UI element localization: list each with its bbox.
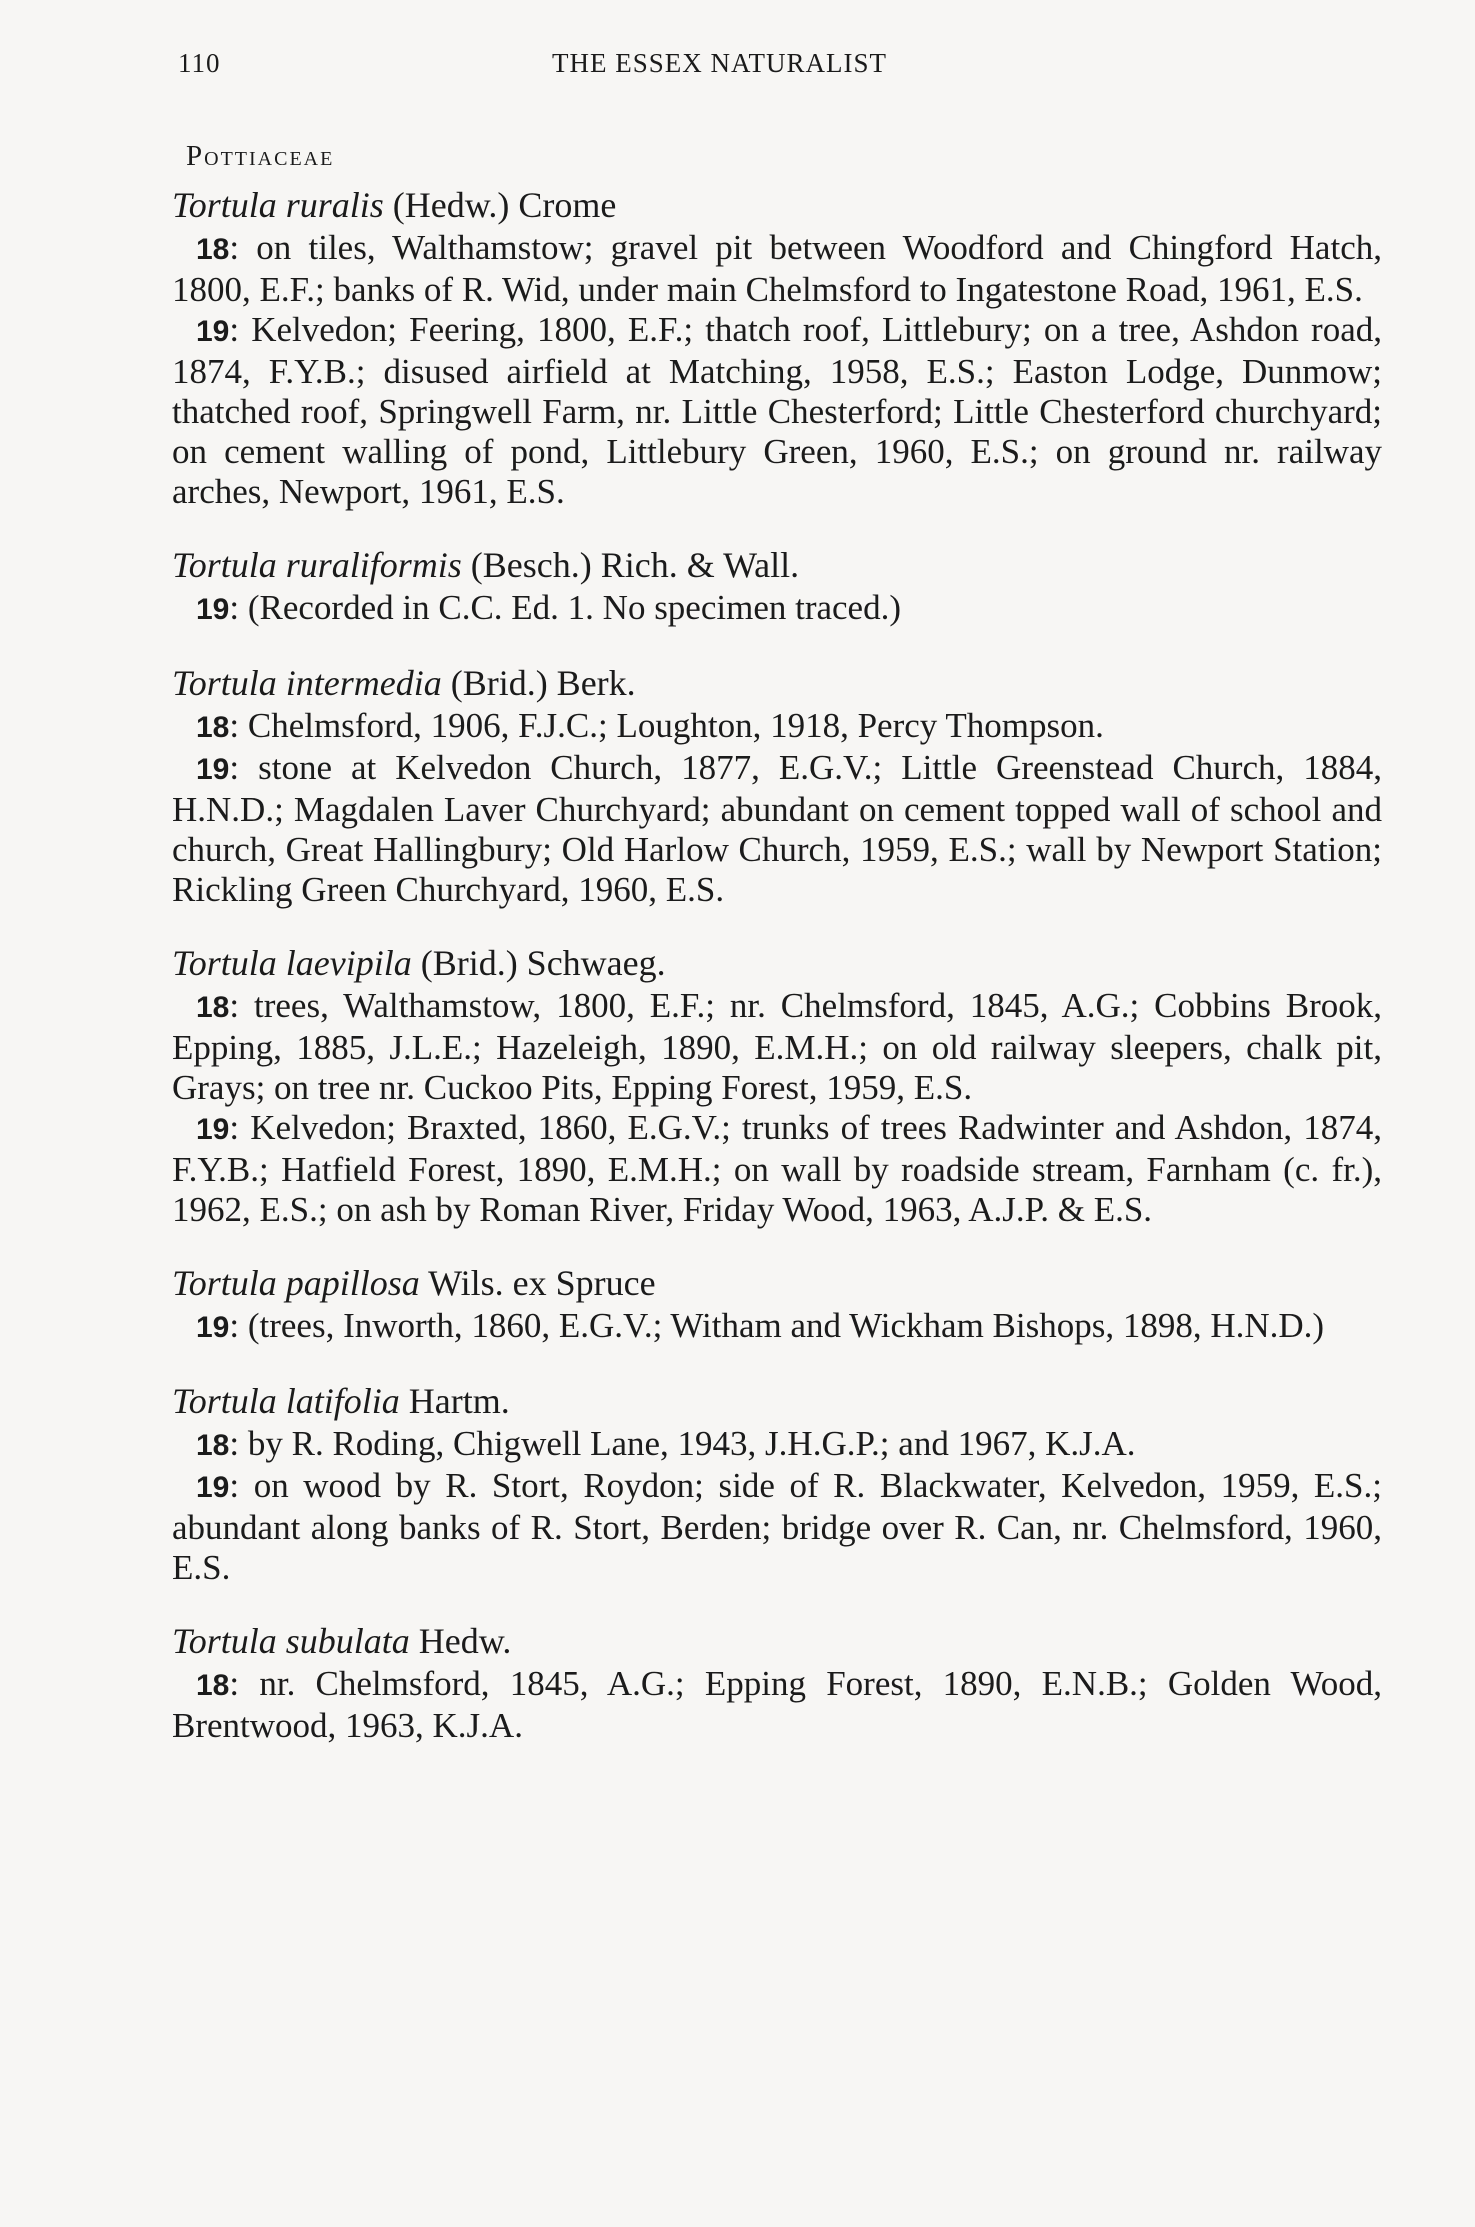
record-text: (Recorded in C.C. Ed. 1. No specimen traced.) bbox=[247, 588, 901, 627]
page-body bbox=[172, 40, 1382, 1779]
species-binomial: Tortula papillosa bbox=[172, 1263, 420, 1303]
species-heading bbox=[172, 545, 1382, 585]
species-entry bbox=[172, 185, 1382, 512]
species-entry bbox=[172, 943, 1382, 1230]
species-entry bbox=[172, 545, 1382, 630]
vice-county-number: 18 bbox=[196, 1429, 230, 1462]
species-heading bbox=[172, 185, 1382, 225]
species-entry bbox=[172, 1263, 1382, 1348]
record-text: on tiles, Walthamstow; gravel pit between Woodford and Chingford Hatch, 1800, E.F.; banks of R. Wid, under main Chelmsford to Ingatestone Road, 1961, E.S. bbox=[172, 228, 1382, 309]
vice-county-number: 19 bbox=[196, 593, 230, 626]
species-binomial: Tortula intermedia bbox=[172, 663, 442, 703]
record-text: stone at Kelvedon Church, 1877, E.G.V.; Little Greenstead Church, 1884, H.N.D.; Magdalen Laver Churchyard; abundant on cement topped wall of school and church, Great Hallingbury; Old Harlow Church, 1959, E.S.; wall by Newport Station; Rickling Green Churchyard, 1960, E.S. bbox=[172, 748, 1382, 909]
species-heading bbox=[172, 1621, 1382, 1661]
species-entry bbox=[172, 1381, 1382, 1588]
record-text: by R. Roding, Chigwell Lane, 1943, J.H.G.P.; and 1967, K.J.A. bbox=[247, 1424, 1136, 1463]
locality-record: 19: (trees, Inworth, 1860, E.G.V.; Witham and Wickham Bishops, 1898, H.N.D.) bbox=[196, 1306, 1325, 1345]
species-authority: (Brid.) Schwaeg. bbox=[420, 943, 666, 983]
species-authority: Wils. ex Spruce bbox=[428, 1263, 656, 1303]
species-binomial: Tortula subulata bbox=[172, 1621, 410, 1661]
locality-record: 19: Kelvedon; Braxted, 1860, E.G.V.; trunks of trees Radwinter and Ashdon, 1874, F.Y.B.; Hatfield Forest, 1890, E.M.H.; on wall by roadside stream, Farnham (c. fr.), 1962, E.S.; on ash by Roman River, Friday Wood, 1963, A.J.P. & E.S. bbox=[172, 1108, 1382, 1229]
species-heading bbox=[172, 663, 1382, 703]
record-text: (trees, Inworth, 1860, E.G.V.; Witham and Wickham Bishops, 1898, H.N.D.) bbox=[247, 1306, 1325, 1345]
locality-record: 19: stone at Kelvedon Church, 1877, E.G.V.; Little Greenstead Church, 1884, H.N.D.; Magdalen Laver Churchyard; abundant on cement topped wall of school and church, Great Hallingbury; Old Harlow Church, 1959, E.S.; wall by Newport Station; Rickling Green Churchyard, 1960, E.S. bbox=[172, 748, 1382, 909]
species-authority: (Hedw.) Crome bbox=[392, 185, 617, 225]
record-text: nr. Chelmsford, 1845, A.G.; Epping Forest, 1890, E.N.B.; Golden Wood, Brentwood, 1963, K.J.A. bbox=[172, 1664, 1382, 1745]
species-heading bbox=[172, 1381, 1382, 1421]
vice-county-number: 18 bbox=[196, 711, 230, 744]
record-text: Kelvedon; Feering, 1800, E.F.; thatch roof, Littlebury; on a tree, Ashdon road, 1874, F.Y.B.; disused airfield at Matching, 1958, E.S.; Easton Lodge, Dunmow; thatched roof, Springwell Farm, nr. Little Chesterford; Little Chesterford churchyard; on cement walling of pond, Littlebury Green, 1960, E.S.; on ground nr. railway arches, Newport, 1961, E.S. bbox=[172, 310, 1382, 511]
locality-record: 19: on wood by R. Stort, Roydon; side of R. Blackwater, Kelvedon, 1959, E.S.; abundant along banks of R. Stort, Berden; bridge over R. Can, nr. Chelmsford, 1960, E.S. bbox=[172, 1466, 1382, 1587]
species-entry bbox=[172, 663, 1382, 910]
record-text: Kelvedon; Braxted, 1860, E.G.V.; trunks of trees Radwinter and Ashdon, 1874, F.Y.B.; Hatfield Forest, 1890, E.M.H.; on wall by roadside stream, Farnham (c. fr.), 1962, E.S.; on ash by Roman River, Friday Wood, 1963, A.J.P. & E.S. bbox=[172, 1108, 1382, 1229]
record-text: on wood by R. Stort, Roydon; side of R. Blackwater, Kelvedon, 1959, E.S.; abundant along banks of R. Stort, Berden; bridge over R. Can, nr. Chelmsford, 1960, E.S. bbox=[172, 1466, 1382, 1587]
species-heading bbox=[172, 943, 1382, 983]
vice-county-number: 19 bbox=[196, 1311, 230, 1344]
vice-county-number: 18 bbox=[196, 991, 230, 1024]
vice-county-number: 19 bbox=[196, 753, 230, 786]
locality-record: 18: by R. Roding, Chigwell Lane, 1943, J.H.G.P.; and 1967, K.J.A. bbox=[196, 1424, 1136, 1463]
vice-county-number: 19 bbox=[196, 1471, 230, 1504]
running-header bbox=[172, 40, 1382, 86]
species-authority: Hedw. bbox=[418, 1621, 512, 1661]
species-authority: (Brid.) Berk. bbox=[450, 663, 636, 703]
vice-county-number: 18 bbox=[196, 1669, 230, 1702]
species-binomial: Tortula ruraliformis bbox=[172, 545, 462, 585]
locality-record: 18: Chelmsford, 1906, F.J.C.; Loughton, 1918, Percy Thompson. bbox=[196, 706, 1104, 745]
locality-record: 18: nr. Chelmsford, 1845, A.G.; Epping Forest, 1890, E.N.B.; Golden Wood, Brentwood, 1963, K.J.A. bbox=[172, 1664, 1382, 1745]
species-heading bbox=[172, 1263, 1382, 1303]
locality-record: 18: on tiles, Walthamstow; gravel pit between Woodford and Chingford Hatch, 1800, E.F.; banks of R. Wid, under main Chelmsford to Ingatestone Road, 1961, E.S. bbox=[172, 228, 1382, 309]
species-binomial: Tortula laevipila bbox=[172, 943, 412, 983]
locality-record: 18: trees, Walthamstow, 1800, E.F.; nr. Chelmsford, 1845, A.G.; Cobbins Brook, Epping, 1885, J.L.E.; Hazeleigh, 1890, E.M.H.; on old railway sleepers, chalk pit, Grays; on tree nr. Cuckoo Pits, Epping Forest, 1959, E.S. bbox=[172, 986, 1382, 1107]
vice-county-number: 19 bbox=[196, 1113, 230, 1146]
species-authority: Hartm. bbox=[408, 1381, 510, 1421]
species-authority: (Besch.) Rich. & Wall. bbox=[470, 545, 800, 585]
locality-record: 19: Kelvedon; Feering, 1800, E.F.; thatch roof, Littlebury; on a tree, Ashdon road, 1874, F.Y.B.; disused airfield at Matching, 1958, E.S.; Easton Lodge, Dunmow; thatched roof, Springwell Farm, nr. Little Chesterford; Little Chesterford churchyard; on cement walling of pond, Littlebury Green, 1960, E.S.; on ground nr. railway arches, Newport, 1961, E.S. bbox=[172, 310, 1382, 511]
species-binomial: Tortula latifolia bbox=[172, 1381, 400, 1421]
species-binomial: Tortula ruralis bbox=[172, 185, 384, 225]
family-heading: Pottiaceae bbox=[186, 140, 335, 172]
vice-county-number: 18 bbox=[196, 233, 230, 266]
species-list bbox=[172, 185, 1382, 1746]
locality-record: 19: (Recorded in C.C. Ed. 1. No specimen traced.) bbox=[196, 588, 901, 627]
journal-title: THE ESSEX NATURALIST bbox=[552, 48, 887, 78]
record-text: Chelmsford, 1906, F.J.C.; Loughton, 1918, Percy Thompson. bbox=[247, 706, 1104, 745]
page-number: 110 bbox=[178, 48, 221, 78]
species-entry bbox=[172, 1621, 1382, 1746]
vice-county-number: 19 bbox=[196, 315, 230, 348]
record-text: trees, Walthamstow, 1800, E.F.; nr. Chelmsford, 1845, A.G.; Cobbins Brook, Epping, 1885, J.L.E.; Hazeleigh, 1890, E.M.H.; on old railway sleepers, chalk pit, Grays; on tree nr. Cuckoo Pits, Epping Forest, 1959, E.S. bbox=[172, 986, 1382, 1107]
